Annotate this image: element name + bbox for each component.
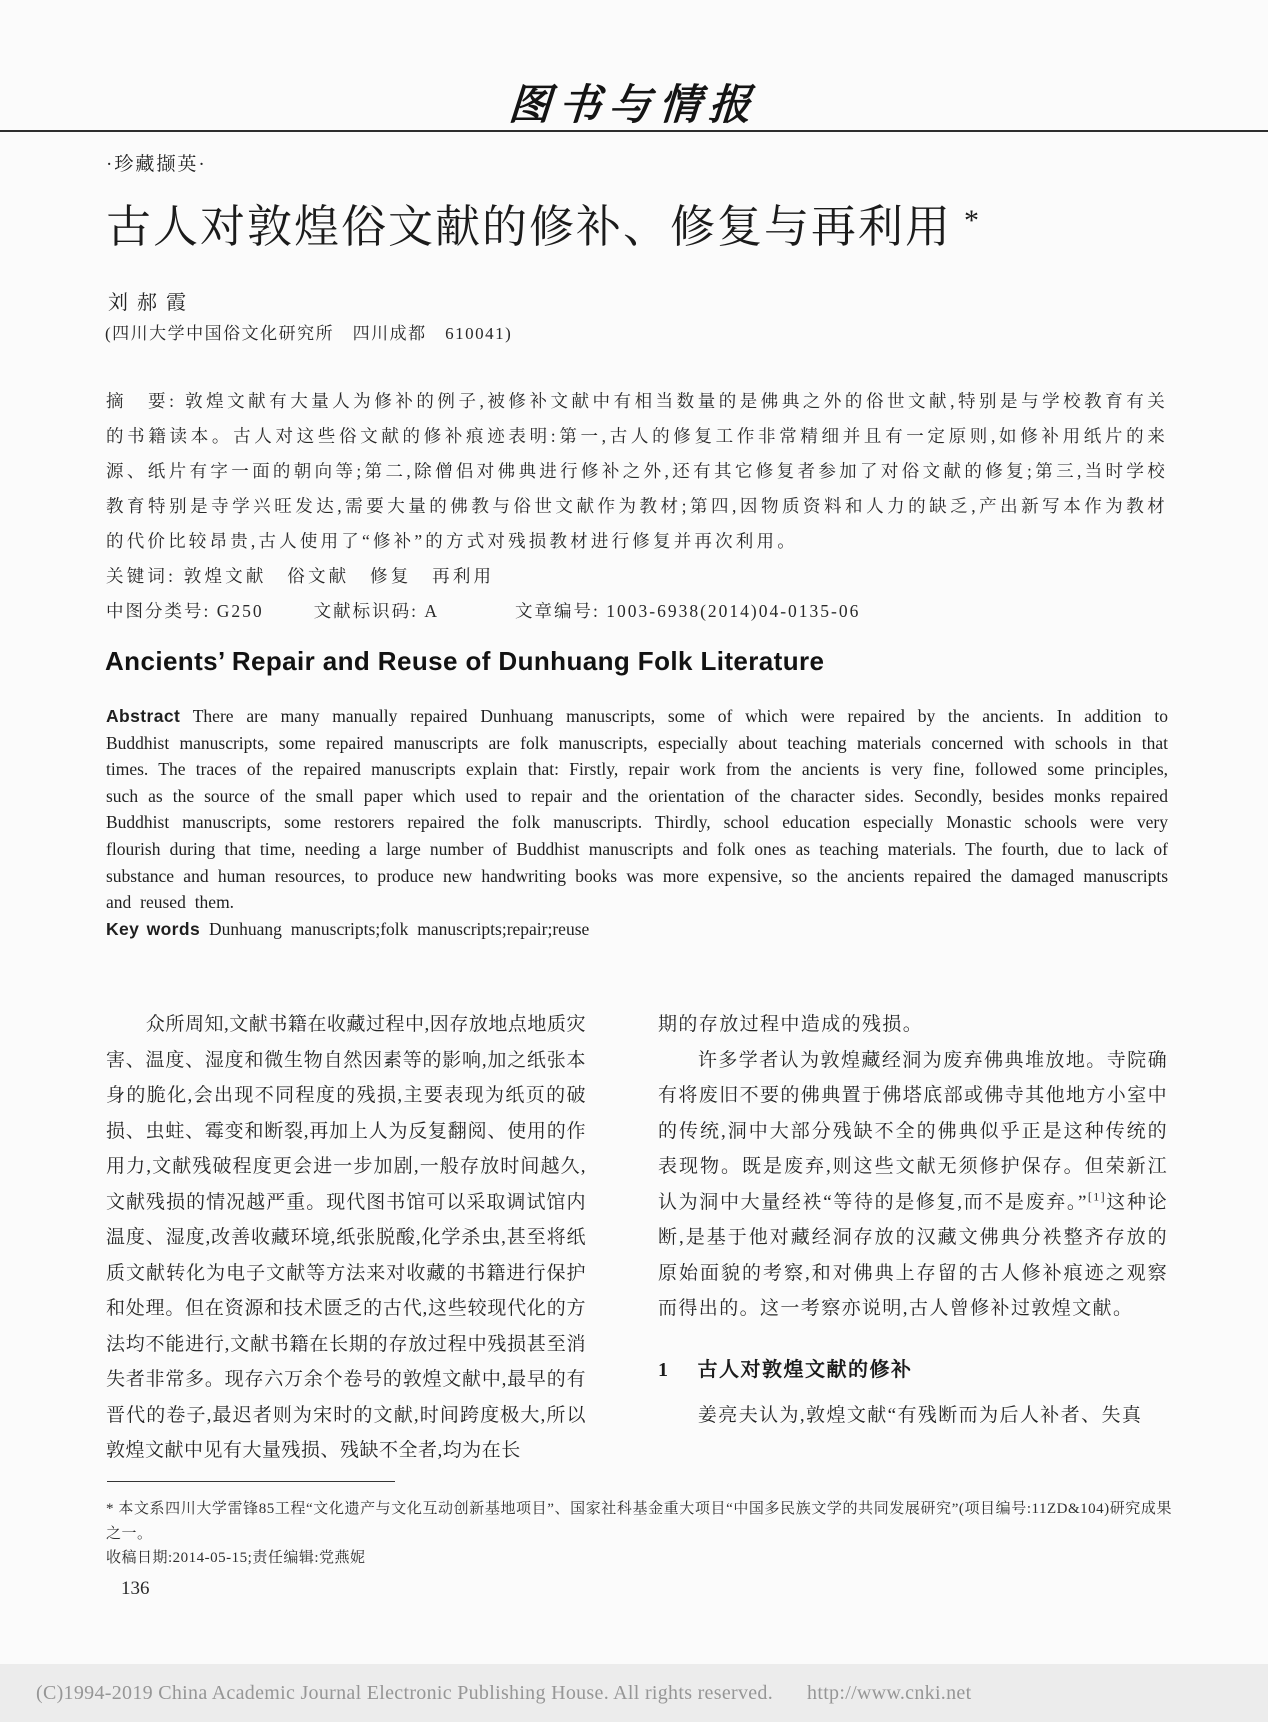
clc-number: 中图分类号: G250 xyxy=(106,601,264,621)
keywords-text-cn: 敦煌文献 俗文献 修复 再利用 xyxy=(183,566,495,586)
journal-logo: 图书与情报 xyxy=(507,80,761,129)
chinese-keywords xyxy=(106,559,1168,594)
english-title: Ancients’ Repair and Reuse of Dunhuang Folk Literature xyxy=(105,646,825,676)
author-affiliation: (四川大学中国俗文化研究所 四川成都 610041) xyxy=(105,324,513,343)
footnote-funding: * 本文系四川大学雷锋85工程“文化遗产与文化互动创新基地项目”、国家社科基金重大项目“中国多民族文学的共同发展研究”(项目编号:11ZD&104)研究成果之一。 xyxy=(106,1501,1172,1542)
body-paragraph-section1-start: 姜亮夫认为,敦煌文献“有残断而为后人补者、失真 xyxy=(697,1404,1143,1426)
document-code: 文献标识码: A xyxy=(313,601,439,621)
abstract-text-cn: 敦煌文献有大量人为修补的例子,被修补文献中有相当数量的是佛典之外的俗世文献,特别是与学校教育有关的书籍读本。古人对这些俗文献的修补痕迹表明:第一,古人的修复工作非常精细并且有一定原则,如修补用纸片的来源、纸片有字一面的朝向等;第二,除僧侣对佛典进行修补之外,还有其它修复者参加了对俗文献的修复;第三,当时学校教育特别是寺学兴旺发达,需要大量的佛教与俗世文献作为教材;第四,因物质资料和人力的缺乏,产出新写本作为教材的代价比较昂贵,古人使用了“修补”的方式对残损教材进行修复并再次利用。 xyxy=(106,391,1168,551)
body-paragraph-continuation: 期的存放过程中造成的残损。 xyxy=(658,1014,924,1035)
keywords-label-cn: 关键词: xyxy=(106,566,184,586)
cnki-url: http://www.cnki.net xyxy=(807,1681,972,1704)
body-paragraph-intro: 众所周知,文献书籍在收藏过程中,因存放地点地质灾害、温度、湿度和微生物自然因素等的影响,加之纸张本身的脆化,会出现不同程度的残损,主要表现为纸页的破损、虫蛀、霉变和断裂,再加上人为反复翻阅、使用的作用力,文献残破程度更会进一步加剧,一般存放时间越久,文献残损的情况越严重。现代图书馆可以采取调试馆内温度、湿度,改善收藏环境,纸张脱酸,化学杀虫,甚至将纸质文献转化为电子文献等方法来对收藏的书籍进行保护和处理。但在资源和技术匮乏的古代,这些较现代化的方法均不能进行,文献书籍在长期的存放过程中残损甚至消失者非常多。现存六万余个卷号的敦煌文献中,最早的有晋代的卷子,最迟者则为宋时的文献,时间跨度极大,所以敦煌文献中见有大量残损、残缺不全者,均为在长 xyxy=(106,1014,586,1461)
english-keywords xyxy=(106,916,1168,943)
section-1-title: 古人对敦煌文献的修补 xyxy=(697,1358,913,1381)
body-paragraph-cave-theory: 许多学者认为敦煌藏经洞为废弃佛典堆放地。寺院确有将废旧不要的佛典置于佛塔底部或佛寺其他地方小室中的传统,洞中大部分残缺不全的佛典似乎正是这种传统的表现物。既是废弃,则这些文献无须修护保存。但荣新江认为洞中大量经袟“等待的是修复,而不是废弃。”[1]这种论断,是基于他对藏经洞存放的汉藏文佛典分袟整齐存放的原始面貌的考察,和对佛典上存留的古人修补痕迹之观察而得出的。这一考察亦说明,古人曾修补过敦煌文献。 xyxy=(658,1049,1169,1319)
chinese-abstract-block xyxy=(106,384,1168,629)
page-number: 136 xyxy=(121,1578,150,1599)
footnote-received-date: 收稿日期:2014-05-15;责任编辑:党燕妮 xyxy=(106,1550,366,1566)
copyright-text: (C)1994-2019 China Academic Journal Electronic Publishing House. All rights reserved. xyxy=(36,1681,774,1704)
abstract-text-en: There are many manually repaired Dunhuang manuscripts, some of which were repaired by the ancients. In addition to Buddhist manuscripts, some repaired manuscripts are folk manuscripts, especially about teaching materials concerned with schools in that times. The traces of the repaired manuscripts explain that: Firstly, repair work from the ancients is very fine, followed some principles, such as the source of the small paper which used to repair and the orientation of the character sides. Secondly, besides monks repaired Buddhist manuscripts, some restorers repaired the folk manuscripts. Thirdly, school education especially Monastic schools were very flourish during that time, needing a large number of Buddhist manuscripts and folk ones as teaching materials. The fourth, due to lack of substance and human resources, to produce new handwriting books was more expensive, so the ancients repaired the damaged manuscripts and reused them. xyxy=(106,706,1169,913)
header-rule xyxy=(0,130,1268,132)
column-section-label: ·珍藏撷英· xyxy=(106,154,207,175)
right-column xyxy=(658,1007,1168,1433)
article-title xyxy=(106,190,981,255)
citation-ref-1: [1] xyxy=(1087,1189,1107,1204)
author-name: 刘郝霞 xyxy=(108,292,195,314)
english-abstract xyxy=(106,703,1168,916)
article-title-text: 古人对敦煌俗文献的修补、修复与再利用 xyxy=(106,202,953,252)
english-abstract-block xyxy=(106,703,1168,942)
left-column xyxy=(106,1007,586,1469)
article-number: 文章编号: 1003-6938(2014)04-0135-06 xyxy=(515,601,861,621)
abstract-label-en: Abstract xyxy=(106,706,181,726)
keywords-label-en: Key words xyxy=(106,918,201,939)
cnki-watermark-bar xyxy=(0,1664,1268,1722)
title-footnote-asterisk: * xyxy=(964,204,982,237)
article-meta-line xyxy=(106,594,1168,629)
section-1-heading xyxy=(658,1353,1168,1382)
chinese-abstract xyxy=(106,384,1168,559)
abstract-label-cn: 摘 要: xyxy=(106,391,186,411)
footnote-block xyxy=(106,1497,1172,1571)
footnote-separator-rule xyxy=(107,1481,395,1482)
keywords-text-en: Dunhuang manuscripts;folk manuscripts;repair;reuse xyxy=(208,918,590,939)
section-1-number: 1 xyxy=(658,1358,670,1381)
